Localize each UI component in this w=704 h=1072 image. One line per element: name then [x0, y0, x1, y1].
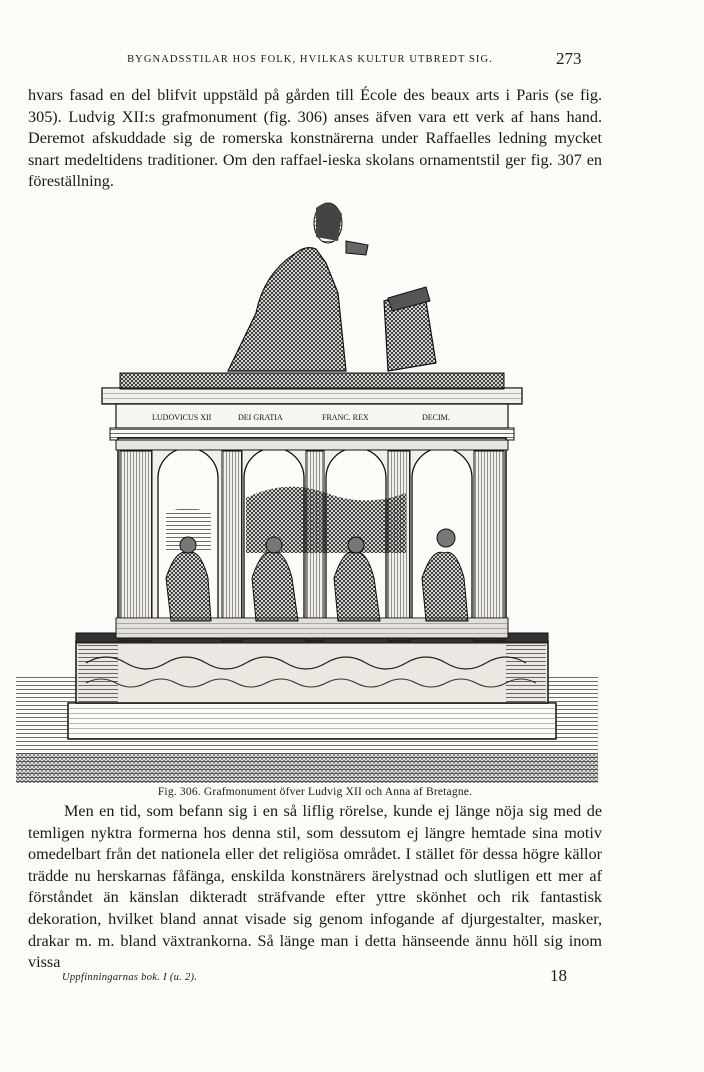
lower-plinth — [68, 703, 556, 739]
tomb-engraving-figure — [16, 193, 598, 785]
kneeling-king-statue — [228, 203, 368, 371]
running-head: BYGNADSSTILAR HOS FOLK, HVILKAS KULTUR UTBREDT SIG. — [127, 54, 493, 65]
entablature — [102, 373, 522, 450]
page-number: 273 — [556, 49, 582, 68]
inscription-1: LUDOVICUS XII — [152, 413, 212, 422]
footer-book-reference: Uppfinningarnas bok. I (u. 2). — [62, 972, 198, 983]
prie-dieu — [384, 287, 436, 371]
body-paragraph-2: Men en tid, som befann sig i en så liflig rörelse, kunde ej länge nöja sig med de temligen nyktra formerna hos denna stil, som dessutom ej längre hemtade sina motiv omedelbart från det nationela eller det religiösa området. I stället för dessa högre källor trädde nu herskarnas fåfänga, enskilda konstnärers ärelystnad och slutligen ett mer af förståndet än känslan dikteradt sträfvande efter yttre skönhet och rik fantastisk dekoration, hvilket bland annat visade sig genom infogande af djurgestalter, masker, drakar m. m. bland växtrankorna. Så länge man i detta hänseende ännu höll sig inom vissa — [28, 802, 602, 972]
figure-caption: Fig. 306. Grafmonument öfver Ludvig XII och Anna af Bretagne. — [157, 786, 473, 798]
body-paragraph-1: hvars fasad en del blifvit uppstäld på gården till École des beaux arts i Paris (se fig. 305). Ludvig XII:s grafmonument (fig. 306) anses äfven vara ett verk af hans hand. Deremot afskuddade sig de romerska konstnärerna under Raffaelles ledning mycket snart medeltidens traditioner. Om den raffael-ieska skolans ornamentstil ger fig. 307 en föreställning. — [28, 86, 602, 191]
tomb-engraving-illustration — [16, 193, 598, 785]
inscription-4: DECIM. — [422, 413, 450, 422]
footer-signature-mark: 18 — [550, 966, 567, 985]
inscription-2: DEI GRATIA — [238, 413, 283, 422]
relief-frieze — [76, 641, 548, 703]
inscription-3: FRANC. REX — [322, 413, 369, 422]
